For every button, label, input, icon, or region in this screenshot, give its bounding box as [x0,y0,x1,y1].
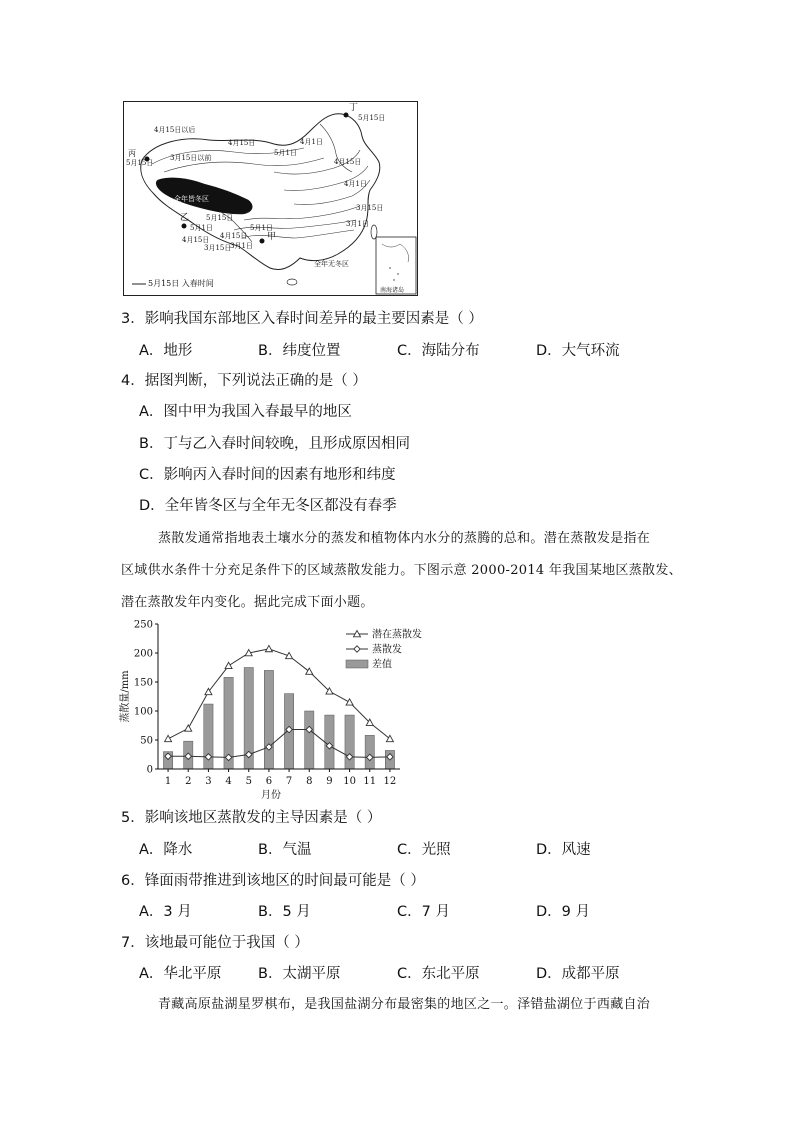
q3-option-b[interactable]: B．纬度位置 [258,343,341,359]
y-tick-label: 50 [140,735,153,747]
q5-option-c[interactable]: C．光照 [397,842,451,858]
point-jia [260,239,265,244]
map-drawing [124,102,417,295]
legend-label: 蒸散发 [372,644,402,656]
map-date-label: 4月1日 [300,138,323,146]
bar-diff-month-6 [264,670,273,769]
map-date-label: 3月1日 [230,242,253,250]
legend-label: 差值 [372,659,392,671]
q5-option-d[interactable]: D．风速 [536,842,591,858]
q4-option-d[interactable]: D．全年皆冬区与全年无冬区都没有春季 [139,498,397,514]
map-date-label: 5月1日 [250,224,273,232]
y-tick-label: 250 [133,619,153,631]
chart-svg [110,616,422,806]
south-china-sea-inset [376,237,416,294]
map-date-label: 4月15日 [220,232,248,240]
bar-diff-month-10 [345,715,354,769]
q4-option-b[interactable]: B．丁与乙入春时间较晚，且形成原因相同 [139,436,410,452]
question-7-stem: 7．该地最可能位于我国（ ） [121,935,309,951]
passage-1-line-2: 区域供水条件十分充足条件下的区域蒸散发能力。下图示意 2000-2014 年我国某地区蒸散发、 [121,563,682,578]
q5-option-b[interactable]: B．气温 [258,842,312,858]
passage-1-line-3: 潜在蒸散发年内变化。据此完成下面小题。 [121,595,374,610]
evapotranspiration-chart [110,616,422,806]
question-5-stem: 5．影响该地区蒸散发的主导因素是（ ） [121,810,382,826]
y-tick-label: 150 [133,677,153,689]
x-axis-title: 月份 [261,790,281,801]
point-series-1-month-1 [165,735,172,741]
x-tick-label: 5 [245,776,252,787]
x-tick-label: 10 [343,776,356,787]
map-date-label: 5月15日 [206,214,234,222]
x-tick-label: 2 [185,776,192,787]
bar-diff-month-8 [305,711,314,769]
y-tick-label: 100 [133,706,153,718]
question-6-stem: 6．锋面雨带推进到该地区的时间最可能是（ ） [121,873,425,889]
point-series-1-month-2 [185,725,192,731]
x-tick-label: 4 [225,776,232,787]
q7-option-d[interactable]: D．成都平原 [536,966,620,982]
label-bing: 丙 [128,149,136,158]
x-tick-label: 8 [306,776,313,787]
map-date-label: 4月15日 [334,158,362,166]
inset-label: 南海诸岛 [380,287,405,294]
map-date-label: 3月15日 [204,244,232,252]
point-series-1-month-10 [346,699,353,705]
x-tick-label: 6 [265,776,273,787]
passage-2-line-1: 青藏高原盐湖星罗棋布，是我国盐湖分布最密集的地区之一。泽错盐湖位于西藏自治 [158,997,651,1012]
map-date-label: 3月1日 [346,220,369,228]
china-spring-onset-map [123,101,418,296]
label-jia: 甲 [267,232,277,242]
q3-option-c[interactable]: C．海陆分布 [397,343,480,359]
y-tick-label: 200 [133,648,153,660]
q3-option-a[interactable]: A．地形 [139,343,193,359]
map-date-label: 5月15日 [126,159,154,167]
point-series-1-month-6 [265,645,272,651]
q5-option-a[interactable]: A．降水 [139,842,193,858]
x-tick-label: 11 [363,776,377,787]
map-date-label: 4月15日以后 [154,126,196,134]
label-no-winter: 全年无冬区 [314,260,349,268]
map-date-label: 4月1日 [344,180,367,188]
point-ding [344,113,349,118]
legend-swatch [346,660,368,668]
x-tick-label: 3 [205,776,212,787]
legend-marker [354,646,360,652]
q6-option-c[interactable]: C．7 月 [397,904,450,920]
point-series-1-month-4 [225,662,232,668]
q4-option-a[interactable]: A．图中甲为我国入春最早的地区 [139,404,352,420]
passage-1-line-1: 蒸散发通常指地表土壤水分的蒸发和植物体内水分的蒸腾的总和。潜在蒸散发是指在 [158,531,651,546]
q7-option-a[interactable]: A．华北平原 [139,966,222,982]
map-date-label: 5月1日 [274,149,297,157]
label-perennial-winter: 全年皆冬区 [174,195,209,203]
x-tick-label: 1 [164,776,172,787]
question-4-stem: 4．据图判断，下列说法正确的是（ ） [121,373,367,389]
line-series-2 [168,730,390,758]
q6-option-d[interactable]: D．9 月 [536,904,590,920]
map-date-label: 4月15日 [182,236,210,244]
legend-label: 潜在蒸散发 [372,629,422,641]
x-tick-label: 12 [383,776,397,787]
q7-option-c[interactable]: C．东北平原 [397,966,480,982]
y-tick-label: 0 [146,764,153,776]
map-date-label: 5月15日 [358,114,386,122]
point-yi [182,224,187,229]
q3-option-d[interactable]: D．大气环流 [536,343,620,359]
q7-option-b[interactable]: B．太湖平原 [258,966,341,982]
q4-option-c[interactable]: C．影响丙入春时间的因素有地形和纬度 [139,467,396,483]
map-date-label: 3月15日以前 [170,154,212,162]
q6-option-b[interactable]: B．5 月 [258,904,311,920]
map-date-label: 3月15日 [356,204,384,212]
point-series-1-month-8 [306,668,313,674]
map-legend: 5月15日 入春时间 [148,279,214,288]
y-axis-title: 蒸散量/mm [120,670,131,723]
x-tick-label: 9 [326,776,333,787]
map-date-label: 4月15日 [228,139,256,147]
x-tick-label: 7 [285,776,293,787]
map-date-label: 5月1日 [190,224,213,232]
label-yi: 乙 [180,213,190,223]
q6-option-a[interactable]: A．3 月 [139,904,192,920]
bar-diff-month-11 [365,735,374,769]
question-3-stem: 3．影响我国东部地区入春时间差异的最主要因素是（ ） [121,311,483,327]
label-ding: 丁 [349,103,359,113]
